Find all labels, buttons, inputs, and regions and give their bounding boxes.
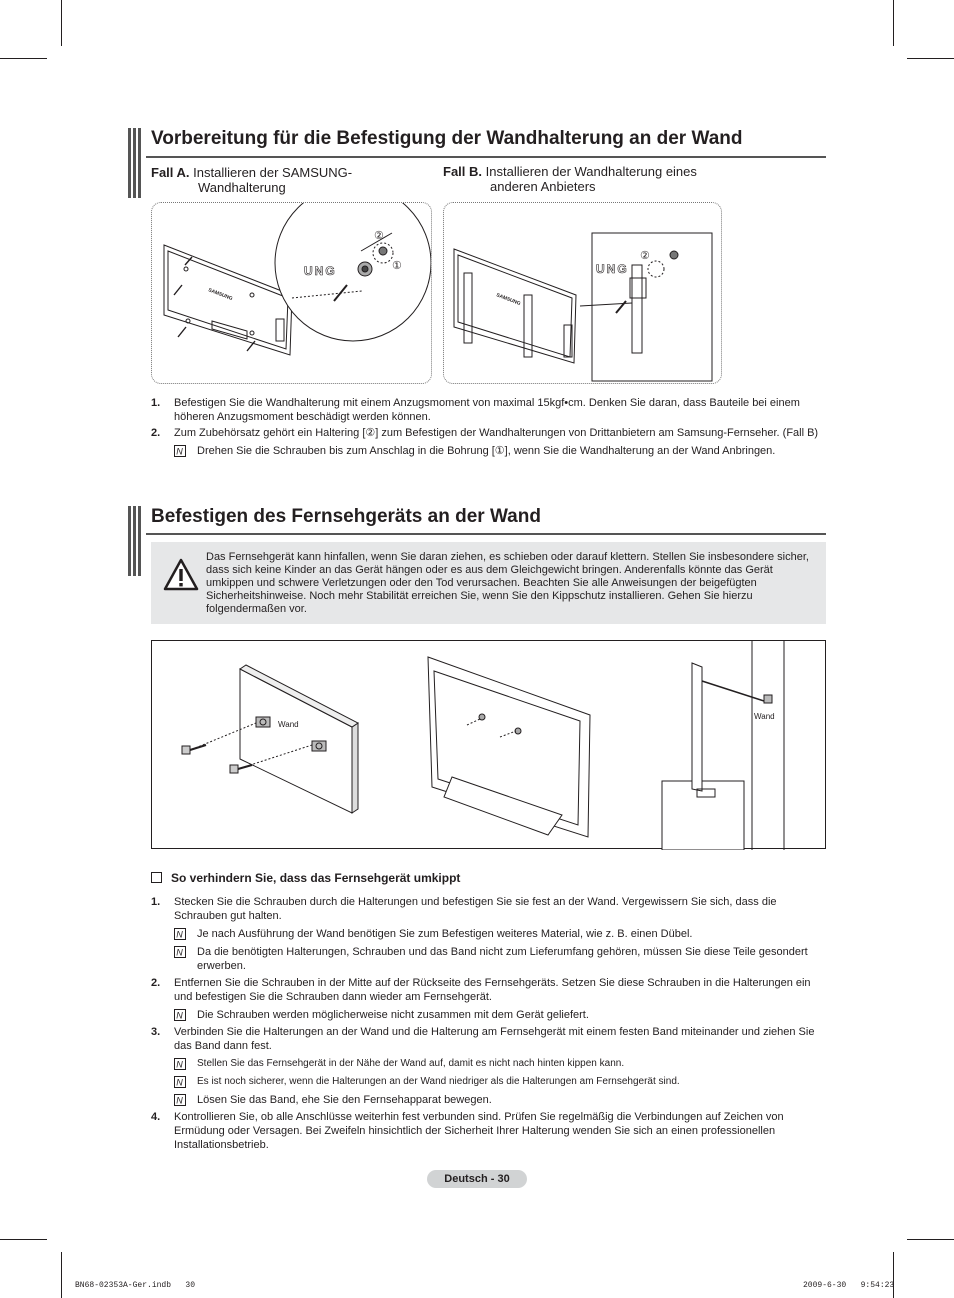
print-slug-right: 2009-6-30 9:54:23 xyxy=(803,1281,895,1290)
note-icon xyxy=(174,1094,186,1106)
crop-mark xyxy=(893,0,894,46)
step-text: Verbinden Sie die Halterungen an der Wand und die Halterung am Fernsehgerät mit einem festen Band miteinander und ziehen Sie das Band dann fest. xyxy=(174,1026,815,1052)
note-icon xyxy=(174,445,186,457)
note-text: Drehen Sie die Schrauben bis zum Anschlag in die Bohrung [①], wenn Sie die Wandhalterung an der Wand Anbringen. xyxy=(197,445,776,457)
step-number: 4. xyxy=(151,1111,161,1123)
note-text: Stellen Sie das Fernsehgerät in der Nähe der Wand auf, damit es nicht nach hinten kippen kann. xyxy=(197,1058,625,1069)
step-number: 1. xyxy=(151,397,161,409)
crop-mark xyxy=(907,58,954,59)
note-item xyxy=(151,945,823,973)
case-b-caption xyxy=(443,164,743,194)
svg-text:N: N xyxy=(176,446,183,457)
figure-wall-fixing xyxy=(151,640,826,849)
zoom-brand-text: UNG xyxy=(596,262,629,276)
note-text: Je nach Ausführung der Wand benötigen Sie zum Befestigen weiteres Material, wie z. B. einen Dübel. xyxy=(197,928,693,940)
warning-box xyxy=(151,542,826,624)
crop-mark xyxy=(61,0,62,46)
svg-text:N: N xyxy=(176,1095,183,1106)
steps-wall-fixing xyxy=(151,895,823,1154)
steps-preparation xyxy=(151,396,823,461)
crop-mark xyxy=(893,1252,894,1298)
section-marker-bar xyxy=(128,128,142,198)
list-item xyxy=(151,976,823,1004)
note-icon xyxy=(174,1009,186,1021)
section-title-wall-fixing: Befestigen des Fernsehgeräts an der Wand xyxy=(151,506,541,527)
step-number: 2. xyxy=(151,427,161,439)
warning-text: Das Fernsehgerät kann hinfallen, wenn Sie daran ziehen, es schieben oder darauf klettern. Stellen Sie insbesondere sicher, dass sich keine Kinder an das Gerät hängen oder es aus dem Gleichgewicht bringen. Anderenfalls könnte das Gerät umkippen und schwere Verletzungen oder den Tod verursachen. Beachten Sie alle Anweisungen der beigefügten Sicherheitshinweise. Noch mehr Stabilität erreichen Sie, wenn Sie den Kippschutz installieren. Gehen Sie hierzu folgendermaßen vor. xyxy=(206,551,809,615)
subheading-prevent-tipping xyxy=(151,871,460,885)
marker-circled-2: ② xyxy=(640,250,650,262)
marker-circled-2: ② xyxy=(374,230,384,242)
wall-label-left: Wand xyxy=(278,720,299,729)
crop-mark xyxy=(907,1239,954,1240)
print-slug-left: BN68-02353A-Ger.indb 30 xyxy=(75,1281,196,1290)
case-b-label: Fall B. xyxy=(443,164,483,179)
marker-circled-1: ① xyxy=(392,260,402,272)
tv-back-samsung-mount-illustration xyxy=(152,203,431,383)
case-a-line2: Wandhalterung xyxy=(198,180,286,195)
list-item xyxy=(151,1110,823,1152)
note-item xyxy=(151,444,823,458)
figure-case-a xyxy=(151,202,432,384)
case-b-line2: anderen Anbieters xyxy=(490,179,596,194)
step-text: Stecken Sie die Schrauben durch die Halterungen und befestigen Sie sie fest an der Wand. Vergewissern Sie sich, dass die Schrauben gut halten. xyxy=(174,896,777,922)
note-icon xyxy=(174,946,186,958)
brand-logo-text: SAMSUNG xyxy=(495,292,522,308)
step-number: 3. xyxy=(151,1026,161,1038)
warning-triangle-icon xyxy=(163,558,199,592)
crop-mark xyxy=(0,58,47,59)
svg-text:N: N xyxy=(176,929,183,940)
subheading-text: So verhindern Sie, dass das Fernsehgerät umkippt xyxy=(171,871,461,885)
crop-mark xyxy=(61,1252,62,1298)
section-title-preparation: Vorbereitung für die Befestigung der Wandhalterung an der Wand xyxy=(151,128,743,149)
svg-text:N: N xyxy=(176,1010,183,1021)
step-text: Entfernen Sie die Schrauben in der Mitte auf der Rückseite des Fernsehgeräts. Setzen Sie diese Schrauben in die Halterungen ein und befestigen Sie die Schrauben dann wieder am Fernsehgerät. xyxy=(174,977,811,1003)
section-marker-bar xyxy=(128,506,142,576)
wall-fixing-illustration xyxy=(152,641,827,850)
section-rule xyxy=(146,533,826,535)
crop-mark xyxy=(0,1239,47,1240)
tv-back-thirdparty-mount-illustration xyxy=(444,203,721,383)
checkbox-bullet-icon xyxy=(151,872,162,883)
case-a-caption xyxy=(151,165,411,195)
list-item xyxy=(151,426,823,440)
case-b-line1: Installieren der Wandhalterung eines xyxy=(485,164,697,179)
case-a-line1: Installieren der SAMSUNG- xyxy=(193,165,353,180)
note-icon xyxy=(174,1076,186,1088)
note-item xyxy=(151,1008,823,1022)
step-text: Zum Zubehörsatz gehört ein Haltering [②] zum Befestigen der Wandhalterungen von Drittanbietern am Samsung-Fernseher. (Fall B) xyxy=(174,427,819,439)
note-icon xyxy=(174,1058,186,1070)
note-text: Lösen Sie das Band, ehe Sie den Fernsehapparat bewegen. xyxy=(197,1094,492,1106)
note-item xyxy=(151,1093,823,1107)
list-item xyxy=(151,895,823,923)
svg-text:N: N xyxy=(176,1059,183,1070)
step-text: Befestigen Sie die Wandhalterung mit einem Anzugsmoment von maximal 15kgf•cm. Denken Sie daran, dass Bauteile bei einem höheren Anzugsmoment beschädigt werden können. xyxy=(174,397,800,423)
svg-text:N: N xyxy=(176,1077,183,1088)
figure-case-b xyxy=(443,202,722,384)
note-item xyxy=(151,927,823,941)
wall-label-right: Wand xyxy=(754,712,775,721)
note-text: Die Schrauben werden möglicherweise nicht zusammen mit dem Gerät geliefert. xyxy=(197,1009,589,1021)
section-rule xyxy=(146,156,826,158)
brand-logo-text: SAMSUNG xyxy=(207,287,234,303)
list-item xyxy=(151,1025,823,1053)
note-item xyxy=(151,1057,823,1071)
step-text: Kontrollieren Sie, ob alle Anschlüsse weiterhin fest verbunden sind. Prüfen Sie regelmäßig die Verbindungen auf Zeichen von Ermüdung oder Versagen. Bei Zweifeln hinsichtlich der Sicherheit Ihrer Halterung wenden Sie sich an einen professionellen Installationsbetrieb. xyxy=(174,1111,784,1151)
note-text: Es ist noch sicherer, wenn die Halterungen an der Wand niedriger als die Halterungen am Fernsehgerät sind. xyxy=(197,1076,680,1087)
case-a-label: Fall A. xyxy=(151,165,190,180)
step-number: 2. xyxy=(151,977,161,989)
note-item xyxy=(151,1075,823,1089)
zoom-brand-text: UNG xyxy=(304,264,337,278)
svg-text:N: N xyxy=(176,947,183,958)
note-icon xyxy=(174,928,186,940)
note-text: Da die benötigten Halterungen, Schrauben und das Band nicht zum Lieferumfang gehören, müssen Sie diese Teile gesondert erwerben. xyxy=(197,946,808,972)
step-number: 1. xyxy=(151,896,161,908)
page-number-badge: Deutsch - 30 xyxy=(427,1170,527,1188)
list-item xyxy=(151,396,823,424)
